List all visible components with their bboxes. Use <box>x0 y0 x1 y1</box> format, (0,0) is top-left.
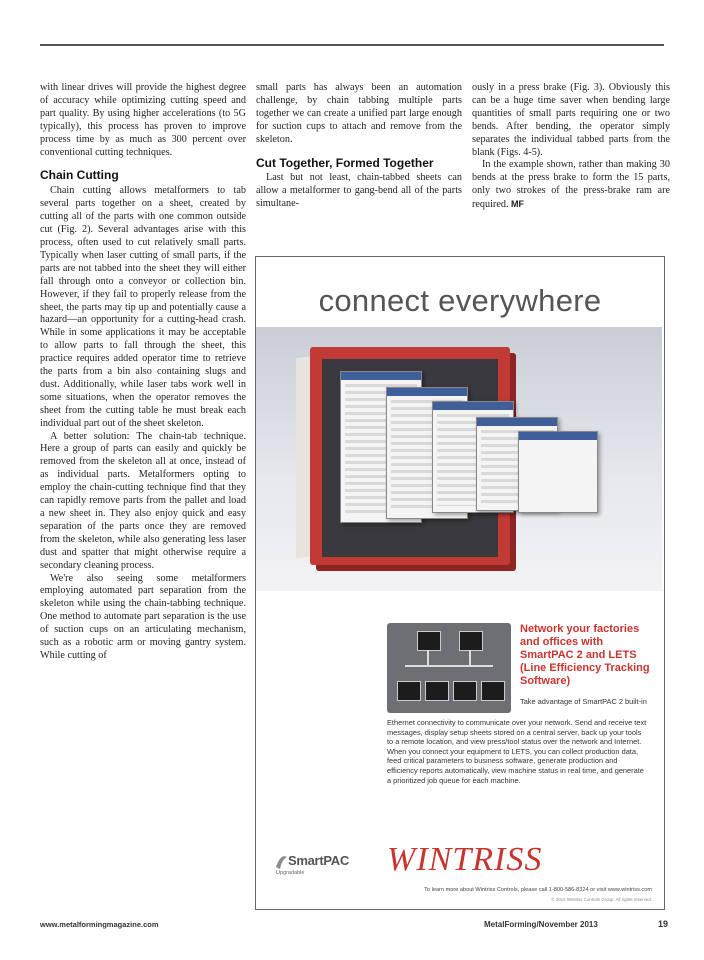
device-icon <box>453 681 477 701</box>
ad-fine-print: © 2013 Wintriss Controls Group. All rights reserved. <box>551 897 652 902</box>
footer-website[interactable]: www.metalformingmagazine.com <box>40 920 159 929</box>
paragraph-last-text: In the example shown, rather than making 30 bends at the press brake to form the 15 parts, only two strokes of the press-brake ram are required. <box>472 159 670 211</box>
smartpac-swirl-icon <box>274 851 288 871</box>
article-column-2 <box>256 82 462 211</box>
device-icon <box>417 631 441 651</box>
paragraph-chain-3: We're also seeing some metalformers employing automated part separation from the skeleton while using the chain-tabbing technique. One method to automate part separation is the use of suction cups on an articulating mechanism, such as a robotic arm or moving gantry system. While cutting of <box>40 572 246 661</box>
paragraph-last <box>472 159 670 212</box>
top-rule <box>40 44 664 46</box>
heading-chain-cutting: Chain Cutting <box>40 168 119 183</box>
paragraph-chain-2: A better solution: The chain-tab technique. Here a group of parts can easily and quickly be removed from the skeleton all at once, instead of as individual parts. Metalformers opting to employ the chain-cutting technique find that they can rapidly remove parts from the pallet and load a new sheet in. They also enjoy quick and easy separation of the parts once they are removed from the skeleton, while also generating less laser dust and spatter that might otherwise require a secondary cleaning process. <box>40 430 246 571</box>
wintriss-logo: WINTRISS <box>387 841 543 878</box>
paragraph-cut-1: Last but not least, chain-tabbed sheets can allow a metalformer to gang-bend all of the parts simultane- <box>256 172 462 210</box>
ad-subhead: Network your factories and offices with SmartPAC 2 and LETS (Line Efficiency Tracking Software) <box>520 623 650 687</box>
end-mark: MF <box>511 199 525 210</box>
network-line <box>427 650 429 665</box>
page-number: 19 <box>658 919 669 929</box>
smartpac-logo-text: SmartPAC <box>288 853 349 868</box>
device-icon <box>481 681 505 701</box>
paragraph-chain-1: Chain cutting allows metalformers to tab several parts together on a sheet, created by cutting all of the parts with one common outside cut (Fig. 2). Several advantages arise with this process, often used to cut relatively small parts. Typically when laser cutting of small parts, if the parts are not tabbed into the sheet they will either fall through onto a conveyor or collection bin. However, if they fail to properly release from the sheet, the parts may tip up and potentially cause a hazard—an opportunity for a cutting-head crash. While in some applications it may be acceptable to allow parts to fall through the sheet, this practice requires added operator time to retrieve the parts from a bin also containing slugs and dust. Additionally, while laser tabs work well in some situations, when the operator removes the sheet from the cutting table he must break each individual part out of the sheet skeleton. <box>40 185 246 429</box>
network-line <box>405 665 493 667</box>
ad-take-advantage: Take advantage of SmartPAC 2 built-in <box>520 697 647 706</box>
network-diagram <box>387 623 511 713</box>
paragraph-continued: small parts has always been an automation challenge, by chain tabbing multiple parts together we can create a unified part large enough for suction cups to attach and remove from the skeleton. <box>256 82 462 145</box>
article-column-1 <box>40 82 246 663</box>
ad-headline: connect everywhere <box>318 283 602 318</box>
advertisement[interactable] <box>255 256 665 910</box>
paragraph-continued-3: ously in a press brake (Fig. 3). Obviously this can be a huge time saver when bending large quantities of small parts requiring one or two bends. After bending, the operator simply separates the individual tabbed parts from the blank (Figs. 4-5). <box>472 82 670 158</box>
footer-publication: MetalForming/November 2013 <box>484 920 598 929</box>
smartpac-logo <box>274 849 362 879</box>
screen-5 <box>518 431 598 513</box>
ad-contact-line[interactable]: To learn more about Wintriss Controls, please call 1-800-586-8324 or visit www.wintriss.com <box>424 887 652 893</box>
ad-body-text: Ethernet connectivity to communicate over your network. Send and receive text messages, display setup sheets stored on a central server, back up your tools to a remote location, and view press/tool status over the network and Internet. When you connect your equipment to LETS, you can collect production data, feed critical parameters to business software, generate production and efficiency reports automatically, view machine status in real time, and generate a prioritized job queue for each machine. <box>387 718 647 785</box>
network-line <box>469 650 471 665</box>
article-column-3 <box>472 82 670 212</box>
smartpac-logo-sub: Upgradable <box>276 870 305 876</box>
device-icon <box>425 681 449 701</box>
device-icon <box>397 681 421 701</box>
device-icon <box>459 631 483 651</box>
ad-product-photo <box>256 327 662 591</box>
heading-cut-together: Cut Together, Formed Together <box>256 155 434 170</box>
paragraph-intro: with linear drives will provide the highest degree of accuracy while optimizing cutting speed and part quality. By using higher accelerations (to 5G typically), this process has proven to improve process time by as much as 300 percent over conventional cutting techniques. <box>40 82 246 158</box>
